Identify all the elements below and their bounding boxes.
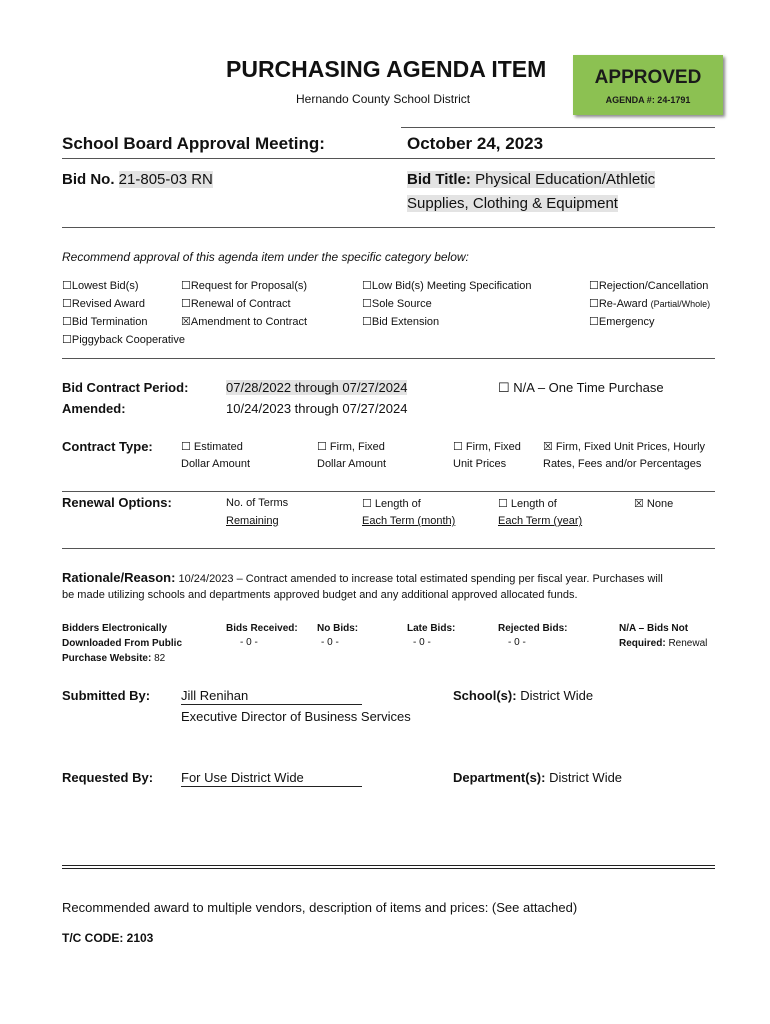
renewal-length-month[interactable]: ☐ Length of [362,498,421,510]
bid-number-value: 21-805-03 RN [118,171,213,188]
category-revised-award[interactable]: ☐Revised Award [62,298,146,310]
category-bid-termination[interactable]: ☐Bid Termination [62,316,148,328]
contract-type-firm-hourly-line2: Rates, Fees and/or Percentages [543,458,702,470]
rationale-line1: 10/24/2023 – Contract amended to increase total estimated spending per fiscal year. Purchases will [178,573,663,585]
divider [62,158,715,159]
divider [62,227,715,228]
department-value: District Wide [549,770,623,785]
rationale-line2: be made utilizing schools and departments approved budget and any additional approved allocated funds. [62,589,578,601]
renewal-length-month-line2: Each Term (month) [362,515,456,527]
na-one-time-option[interactable]: ☐ N/A – One Time Purchase [498,380,664,395]
school-label: School(s): [453,688,517,703]
bidders-website [62,653,165,664]
bidders-label-3: Purchase Website: [62,653,152,664]
divider [62,548,715,549]
requested-value: For Use District Wide [181,770,362,787]
document-title: PURCHASING AGENDA ITEM [226,56,547,82]
submitted-name: Jill Renihan [181,688,362,705]
contract-period-value: 07/28/2022 through 07/27/2024 [226,380,408,395]
contract-type-firm-dollar-line2: Dollar Amount [317,458,387,470]
bids-received-label: Bids Received: [226,623,298,634]
meeting-label: School Board Approval Meeting: [62,134,325,153]
category-piggyback[interactable]: ☐Piggyback Cooperative [62,334,185,346]
category-emergency[interactable]: ☐Emergency [589,316,655,328]
department [453,770,622,785]
approved-stamp-agenda: AGENDA #: 24-1791 [605,95,691,105]
category-reaward[interactable] [589,297,710,310]
category-reaward-note: (Partial/Whole) [650,299,711,309]
school [453,688,593,703]
bidders-label-2: Downloaded From Public [62,638,183,649]
meeting-date: October 24, 2023 [407,134,544,153]
category-bid-extension[interactable]: ☐Bid Extension [362,316,440,328]
bids-required-label: Required: [619,638,666,649]
category-rejection[interactable]: ☐Rejection/Cancellation [589,280,709,292]
contract-type-firm-dollar[interactable]: ☐ Firm, Fixed [317,441,385,453]
late-bids-value: - 0 - [413,637,431,648]
renewal-none[interactable]: ☒ None [634,498,674,510]
category-sole-source[interactable]: ☐Sole Source [362,298,432,310]
contract-type-label: Contract Type: [62,439,153,454]
tc-code: T/C CODE: 2103 [62,931,154,945]
bid-title [407,171,655,188]
bid-title-line1: Physical Education/Athletic [475,171,656,188]
bid-title-label: Bid Title: [407,171,471,188]
renewal-terms-line2: Remaining [226,515,279,527]
category-reaward-label: ☐Re-Award [589,298,648,310]
divider [62,358,715,359]
award-text: Recommended award to multiple vendors, description of items and prices: (See attached) [62,900,578,915]
category-renewal[interactable]: ☐Renewal of Contract [181,298,291,310]
bids-required [619,638,707,649]
recommend-text: Recommend approval of this agenda item under the specific category below: [62,250,469,264]
renewal-terms: No. of Terms [226,497,289,509]
bids-received-value: - 0 - [240,637,258,648]
bids-required-value: Renewal [668,638,708,649]
na-bids-label: N/A – Bids Not [619,623,689,634]
bid-number-label: Bid No. [62,171,115,188]
signature-rule [62,865,715,869]
divider [62,491,715,492]
bidders-count: 82 [154,653,166,664]
late-bids-label: Late Bids: [407,623,456,634]
approved-stamp-text: APPROVED [594,67,702,88]
rejected-bids-value: - 0 - [508,637,526,648]
category-rfp[interactable]: ☐Request for Proposal(s) [181,280,308,292]
rejected-bids-label: Rejected Bids: [498,623,568,634]
category-low-bid-spec[interactable]: ☐Low Bid(s) Meeting Specification [362,280,532,292]
contract-period-label: Bid Contract Period: [62,380,189,395]
department-label: Department(s): [453,770,546,785]
divider [401,127,715,128]
contract-type-firm-hourly[interactable]: ☒ Firm, Fixed Unit Prices, Hourly [543,441,706,453]
requested-label: Requested By: [62,770,154,785]
amended-label: Amended: [62,401,126,416]
amended-value: 10/24/2023 through 07/27/2024 [226,401,408,416]
bid-title-line2: Supplies, Clothing & Equipment [407,195,618,212]
renewal-label: Renewal Options: [62,495,172,510]
contract-type-firm-unit-line2: Unit Prices [453,458,507,470]
category-amendment[interactable]: ☒Amendment to Contract [181,316,308,328]
no-bids-label: No Bids: [317,623,359,634]
school-value: District Wide [520,688,594,703]
submitted-title: Executive Director of Business Services [181,709,411,724]
submitted-label: Submitted By: [62,688,151,703]
rationale [62,570,663,585]
renewal-length-year[interactable]: ☐ Length of [498,498,557,510]
category-lowest-bid[interactable]: ☐Lowest Bid(s) [62,280,139,292]
district-name: Hernando County School District [296,92,471,106]
approved-stamp [573,55,723,115]
bid-number [62,171,213,188]
rationale-label: Rationale/Reason: [62,570,176,585]
contract-type-estimated-line2: Dollar Amount [181,458,251,470]
bidders-label-1: Bidders Electronically [62,623,168,634]
renewal-length-year-line2: Each Term (year) [498,515,583,527]
contract-type-firm-unit[interactable]: ☐ Firm, Fixed [453,441,521,453]
no-bids-value: - 0 - [321,637,339,648]
contract-type-estimated[interactable]: ☐ Estimated [181,441,243,453]
